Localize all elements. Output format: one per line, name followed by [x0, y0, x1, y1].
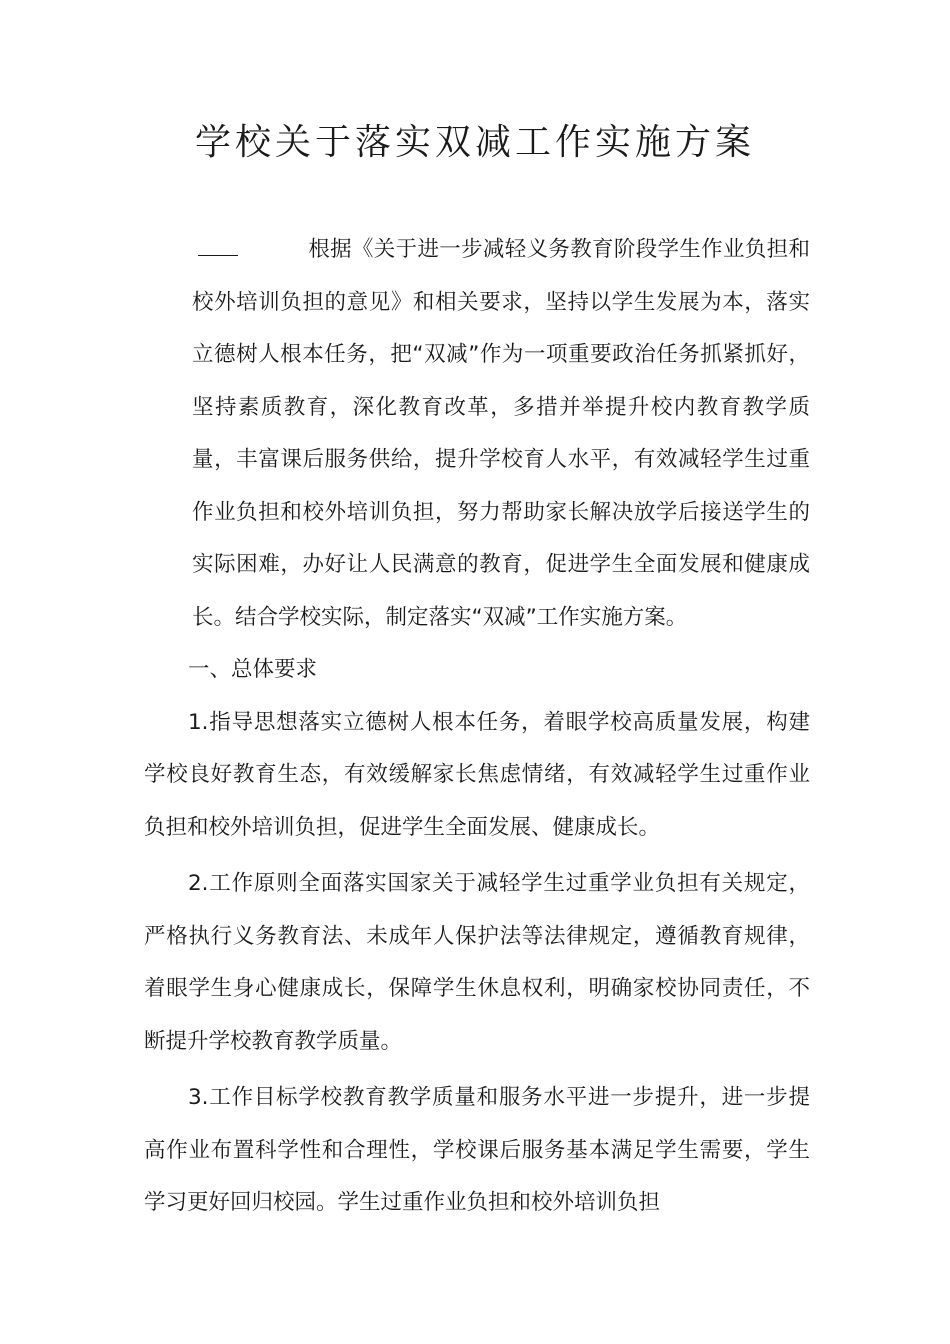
paragraph-work-goals: 3.工作目标学校教育教学质量和服务水平进一步提升，进一步提高作业布置科学性和合理性，学校课后服务基本满足学生需要，学生学习更好回归校园。学生过重作业负担和校外培训负担 — [144, 1085, 810, 1215]
intro-paragraph — [144, 224, 810, 644]
document-body — [144, 224, 810, 1230]
paragraph-guiding-ideology: 1.指导思想落实立德树人根本任务，着眼学校高质量发展，构建学校良好教育生态，有效缓解家长焦虑情绪，有效减轻学生过重作业负担和校外培训负担，促进学生全面发展、健康成长。 — [144, 709, 810, 840]
section-heading: 一、总体要求 — [188, 657, 318, 682]
document-title: 学校关于落实双减工作实施方案 — [194, 122, 755, 163]
intro-paragraph-text: 根据《关于进一步减轻义务教育阶段学生作业负担和校外培训负担的意见》和相关要求，坚持以学生发展为本，落实立德树人根本任务，把“双减”作为一项重要政治任务抓紧抓好，坚持素质教育，深化教育改革，多措并举提升校内教育教学质量，丰富课后服务供给，提升学校育人水平，有效减轻学生过重作业负担和校外培训负担，努力帮助家长解决放学后接送学生的实际困难，办好让人民满意的教育，促进学生全面发展和健康成长。结合学校实际，制定落实“双减”工作实施方案。 — [192, 237, 810, 630]
paragraph-working-principles: 2.工作原则全面落实国家关于减轻学生过重学业负担有关规定，严格执行义务教育法、未成年人保护法等法律规定，遵循教育规律，着眼学生身心健康成长，保障学生休息权利，明确家校协同责任，不断提升学校教育教学质量。 — [144, 871, 810, 1054]
blank-underline — [198, 231, 238, 256]
